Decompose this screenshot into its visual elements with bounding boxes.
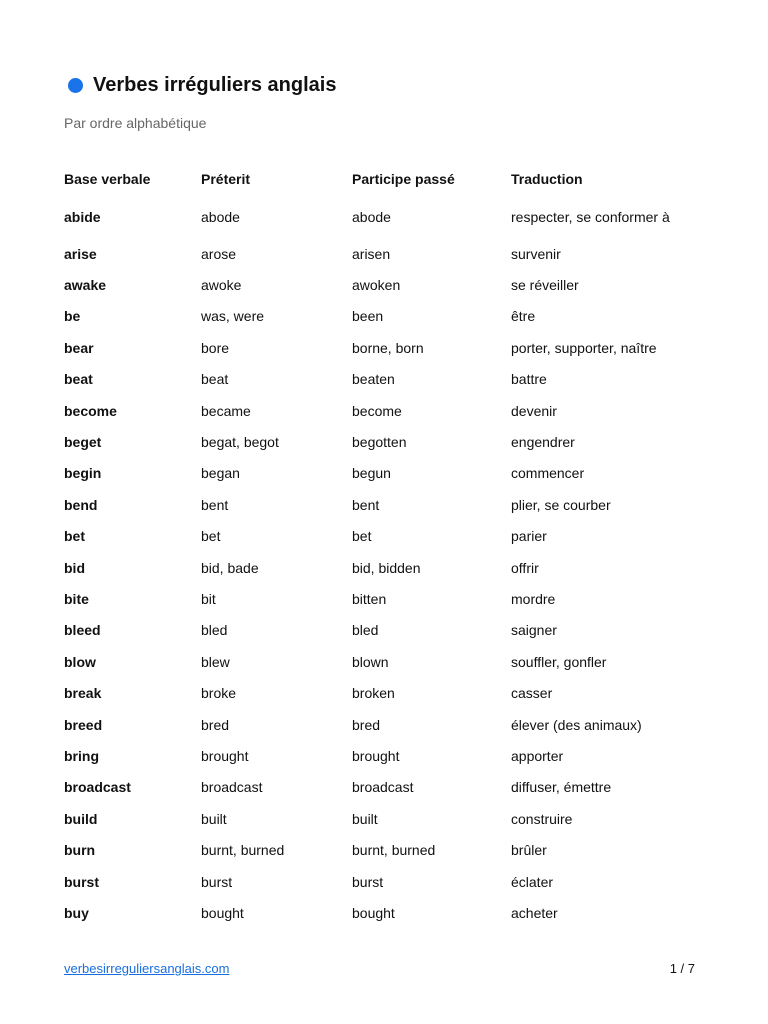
cell-traduction: diffuser, émettre [511, 779, 612, 796]
cell-participe-passe: beaten [352, 371, 395, 388]
cell-preterit: bet [201, 528, 221, 545]
table-row [64, 458, 704, 489]
header-traduction: Traduction [511, 171, 583, 187]
cell-traduction: respecter, se conformer à [511, 208, 670, 225]
table-row [64, 521, 704, 552]
cell-traduction: casser [511, 685, 553, 702]
cell-traduction: plier, se courber [511, 496, 611, 513]
table-row [64, 803, 704, 834]
cell-preterit: arose [201, 245, 237, 262]
cell-participe-passe: built [352, 810, 378, 827]
cell-preterit: beat [201, 371, 229, 388]
cell-preterit: bought [201, 904, 244, 921]
cell-participe-passe: abode [352, 208, 391, 225]
cell-traduction: porter, supporter, naître [511, 339, 657, 356]
table-header [64, 168, 704, 190]
cell-traduction: construire [511, 810, 573, 827]
cell-traduction: brûler [511, 842, 547, 859]
cell-preterit: began [201, 465, 240, 482]
table-row [64, 426, 704, 457]
cell-base-verbale: arise [64, 245, 97, 262]
cell-base-verbale: beat [64, 371, 93, 388]
cell-participe-passe: arisen [352, 245, 391, 262]
title-row [68, 70, 336, 100]
cell-base-verbale: bite [64, 590, 89, 607]
cell-participe-passe: bred [352, 716, 381, 733]
cell-traduction: éclater [511, 873, 554, 890]
cell-traduction: apporter [511, 747, 564, 764]
cell-base-verbale: bet [64, 528, 85, 545]
cell-base-verbale: bleed [64, 622, 101, 639]
cell-traduction: élever (des animaux) [511, 716, 642, 733]
cell-preterit: built [201, 810, 227, 827]
cell-traduction: survenir [511, 245, 561, 262]
header-base-verbale: Base verbale [64, 171, 151, 187]
table-row [64, 866, 704, 897]
cell-preterit: broadcast [201, 779, 263, 796]
table-row [64, 772, 704, 803]
verb-table [64, 168, 704, 929]
cell-base-verbale: bear [64, 339, 94, 356]
table-row [64, 301, 704, 332]
cell-preterit: became [201, 402, 251, 419]
cell-base-verbale: be [64, 308, 81, 325]
cell-preterit: bent [201, 496, 229, 513]
cell-traduction: être [511, 308, 536, 325]
table-row [64, 552, 704, 583]
cell-traduction: offrir [511, 559, 539, 576]
table-row [64, 201, 704, 232]
cell-base-verbale: burst [64, 873, 99, 890]
cell-base-verbale: awake [64, 277, 107, 294]
cell-participe-passe: become [352, 402, 402, 419]
cell-traduction: commencer [511, 465, 585, 482]
cell-participe-passe: borne, born [352, 339, 424, 356]
table-row [64, 332, 704, 363]
blue-dot-icon [68, 78, 83, 93]
cell-traduction: mordre [511, 590, 556, 607]
cell-participe-passe: bent [352, 496, 380, 513]
cell-base-verbale: buy [64, 904, 89, 921]
cell-preterit: bit [201, 590, 216, 607]
cell-participe-passe: awoken [352, 277, 401, 294]
cell-preterit: was, were [201, 308, 265, 325]
cell-base-verbale: bend [64, 496, 98, 513]
table-row [64, 615, 704, 646]
cell-base-verbale: beget [64, 434, 102, 451]
cell-preterit: broke [201, 685, 237, 702]
cell-base-verbale: break [64, 685, 102, 702]
table-row [64, 834, 704, 865]
cell-traduction: parier [511, 528, 547, 545]
cell-preterit: abode [201, 208, 240, 225]
cell-preterit: bled [201, 622, 228, 639]
cell-traduction: saigner [511, 622, 557, 639]
cell-preterit: burnt, burned [201, 842, 285, 859]
cell-participe-passe: bid, bidden [352, 559, 421, 576]
cell-base-verbale: burn [64, 842, 96, 859]
cell-preterit: blew [201, 653, 230, 670]
cell-base-verbale: breed [64, 716, 103, 733]
cell-traduction: engendrer [511, 434, 575, 451]
cell-participe-passe: bet [352, 528, 372, 545]
cell-preterit: begat, begot [201, 434, 279, 451]
cell-participe-passe: brought [352, 747, 400, 764]
cell-participe-passe: burnt, burned [352, 842, 436, 859]
cell-base-verbale: begin [64, 465, 102, 482]
cell-preterit: brought [201, 747, 249, 764]
cell-participe-passe: bitten [352, 590, 387, 607]
table-body [64, 201, 704, 929]
table-row [64, 238, 704, 269]
cell-traduction: devenir [511, 402, 557, 419]
page-footer [64, 961, 695, 976]
cell-base-verbale: blow [64, 653, 96, 670]
page-title: Verbes irréguliers anglais [93, 73, 337, 96]
table-row [64, 677, 704, 708]
cell-participe-passe: begun [352, 465, 391, 482]
cell-base-verbale: build [64, 810, 98, 827]
cell-participe-passe: blown [352, 653, 389, 670]
cell-preterit: awoke [201, 277, 242, 294]
table-row [64, 489, 704, 520]
table-row [64, 364, 704, 395]
cell-participe-passe: bought [352, 904, 395, 921]
page-number: 1 / 7 [669, 961, 695, 976]
table-row [64, 709, 704, 740]
cell-preterit: bid, bade [201, 559, 259, 576]
table-row [64, 897, 704, 928]
cell-base-verbale: bring [64, 747, 99, 764]
table-row [64, 395, 704, 426]
page-subtitle: Par ordre alphabétique [64, 115, 207, 131]
table-row [64, 646, 704, 677]
table-row [64, 269, 704, 300]
cell-preterit: bred [201, 716, 230, 733]
cell-base-verbale: broadcast [64, 779, 131, 796]
cell-participe-passe: burst [352, 873, 384, 890]
cell-base-verbale: abide [64, 208, 101, 225]
cell-preterit: burst [201, 873, 233, 890]
cell-base-verbale: become [64, 402, 117, 419]
header-participe-passe: Participe passé [352, 171, 455, 187]
cell-participe-passe: been [352, 308, 384, 325]
cell-participe-passe: broken [352, 685, 395, 702]
cell-participe-passe: broadcast [352, 779, 414, 796]
cell-participe-passe: bled [352, 622, 379, 639]
cell-participe-passe: begotten [352, 434, 407, 451]
cell-traduction: acheter [511, 904, 558, 921]
table-row [64, 740, 704, 771]
cell-traduction: battre [511, 371, 547, 388]
cell-base-verbale: bid [64, 559, 85, 576]
cell-preterit: bore [201, 339, 230, 356]
header-preterit: Préterit [201, 171, 251, 187]
cell-traduction: se réveiller [511, 277, 579, 294]
table-row [64, 583, 704, 614]
website-link[interactable]: verbesirreguliersanglais.com [64, 961, 230, 976]
cell-traduction: souffler, gonfler [511, 653, 607, 670]
